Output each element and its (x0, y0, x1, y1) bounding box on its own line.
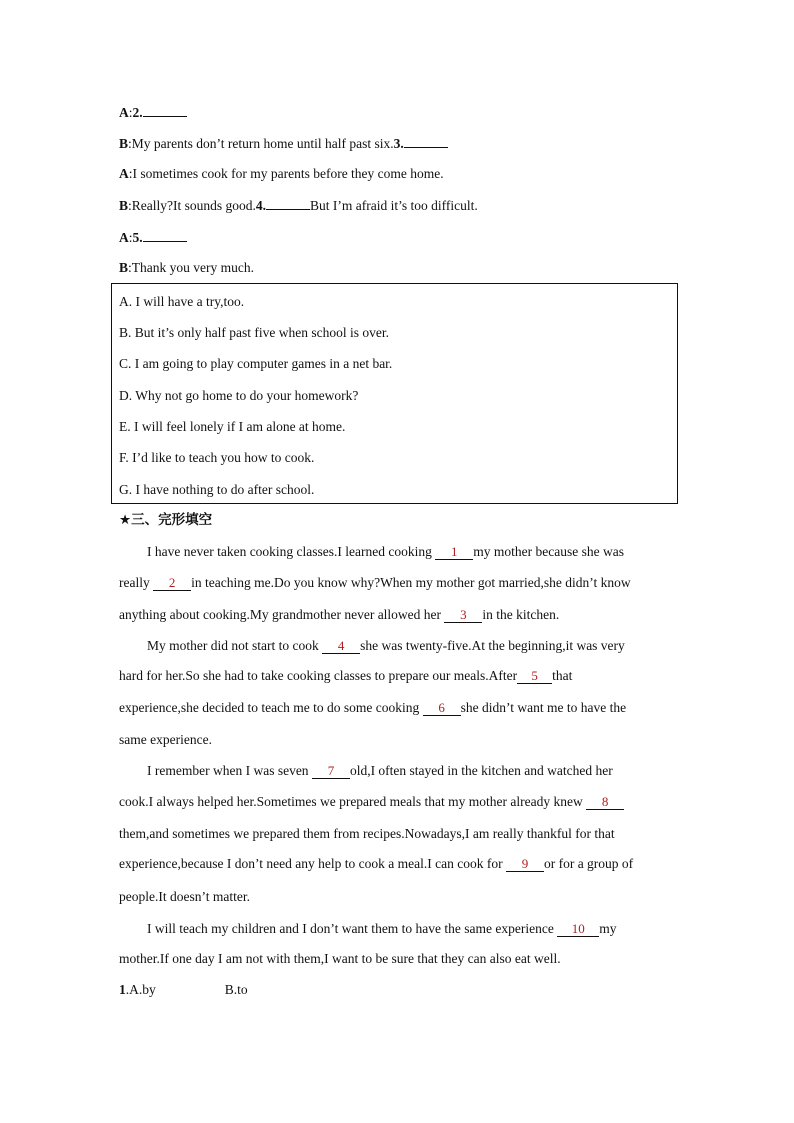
cloze-blank-5[interactable]: 5 (517, 668, 552, 684)
blank-number: 3. (393, 136, 404, 151)
dialogue-line-6: B:Thank you very much. (119, 260, 254, 275)
passage-line: mother.If one day I am not with them,I want to be sure that they can also eat well. (119, 951, 561, 966)
blank-number: 2. (132, 105, 143, 120)
speaker-b: B (119, 136, 129, 151)
passage-line: people.It doesn’t matter. (119, 889, 250, 904)
cloze-blank-6[interactable]: 6 (423, 700, 461, 716)
choice-b[interactable]: B.to (224, 982, 248, 997)
answer-blank[interactable] (143, 228, 187, 242)
cloze-blank-9[interactable]: 9 (506, 856, 544, 872)
passage-line: I have never taken cooking classes.I learned cooking 1 my mother because she was (147, 544, 624, 559)
answer-blank[interactable] (266, 196, 310, 210)
dialogue-line-3: A:I sometimes cook for my parents before they come home. (119, 166, 444, 181)
passage-line: experience,because I don’t need any help to cook a meal.I can cook for 9 or for a group of (119, 856, 634, 871)
cloze-blank-1[interactable]: 1 (435, 544, 473, 560)
speaker-b: B (119, 198, 129, 213)
options-box (111, 283, 678, 504)
option-b: B. But it’s only half past five when school is over. (119, 325, 389, 340)
speaker-b: B (119, 260, 129, 275)
blank-number: 5. (132, 230, 143, 245)
passage-line: I remember when I was seven 7 old,I often stayed in the kitchen and watched her (147, 763, 613, 778)
section-heading: ★三、完形填空 (119, 512, 213, 528)
cloze-blank-4[interactable]: 4 (322, 638, 360, 654)
cloze-blank-10[interactable]: 10 (557, 921, 599, 937)
choice-a[interactable]: .A.by (125, 982, 156, 997)
dialogue-line-4: B:Really?It sounds good.4. But I’m afraid it’s too difficult. (119, 198, 478, 213)
cloze-blank-3[interactable]: 3 (444, 607, 482, 623)
passage-line: really 2 in teaching me.Do you know why?When my mother got married,she didn’t know (119, 575, 631, 590)
question-number: 1 (119, 982, 126, 997)
passage-line: experience,she decided to teach me to do some cooking 6 she didn’t want me to have the (119, 700, 627, 715)
blank-number: 4. (255, 198, 267, 213)
speaker-a: A (119, 166, 129, 181)
dialogue-line-2: B:My parents don’t return home until half past six.3. (119, 134, 448, 153)
cloze-blank-7[interactable]: 7 (312, 763, 350, 779)
option-a: A. I will have a try,too. (119, 294, 245, 309)
option-f: F. I’d like to teach you how to cook. (119, 450, 315, 465)
question-1-options (119, 981, 248, 999)
cloze-blank-8[interactable]: 8 (586, 794, 624, 810)
passage-line: I will teach my children and I don’t want them to have the same experience 10 my (147, 921, 617, 936)
option-c: C. I am going to play computer games in a net bar. (119, 356, 393, 371)
passage-line: cook.I always helped her.Sometimes we prepared meals that my mother already knew 8 (119, 793, 624, 811)
answer-blank[interactable] (143, 103, 187, 117)
speaker-a: A (119, 230, 129, 245)
passage-line: them,and sometimes we prepared them from recipes.Nowadays,I am really thankful for that (119, 826, 615, 841)
option-g: G. I have nothing to do after school. (119, 482, 315, 497)
answer-blank[interactable] (404, 134, 448, 148)
passage-line: same experience. (119, 732, 212, 747)
passage-line: hard for her.So she had to take cooking classes to prepare our meals.After 5 that (119, 668, 573, 683)
passage-line: My mother did not start to cook 4 she was twenty-five.At the beginning,it was very (147, 638, 625, 653)
option-d: D. Why not go home to do your homework? (119, 388, 359, 403)
passage-line: anything about cooking.My grandmother never allowed her 3 in the kitchen. (119, 607, 560, 622)
dialogue-line-5: A:5. (119, 228, 187, 247)
option-e: E. I will feel lonely if I am alone at home. (119, 419, 346, 434)
cloze-blank-2[interactable]: 2 (153, 575, 191, 591)
speaker-a: A (119, 105, 129, 120)
dialogue-line-1: A:2. (119, 103, 187, 122)
